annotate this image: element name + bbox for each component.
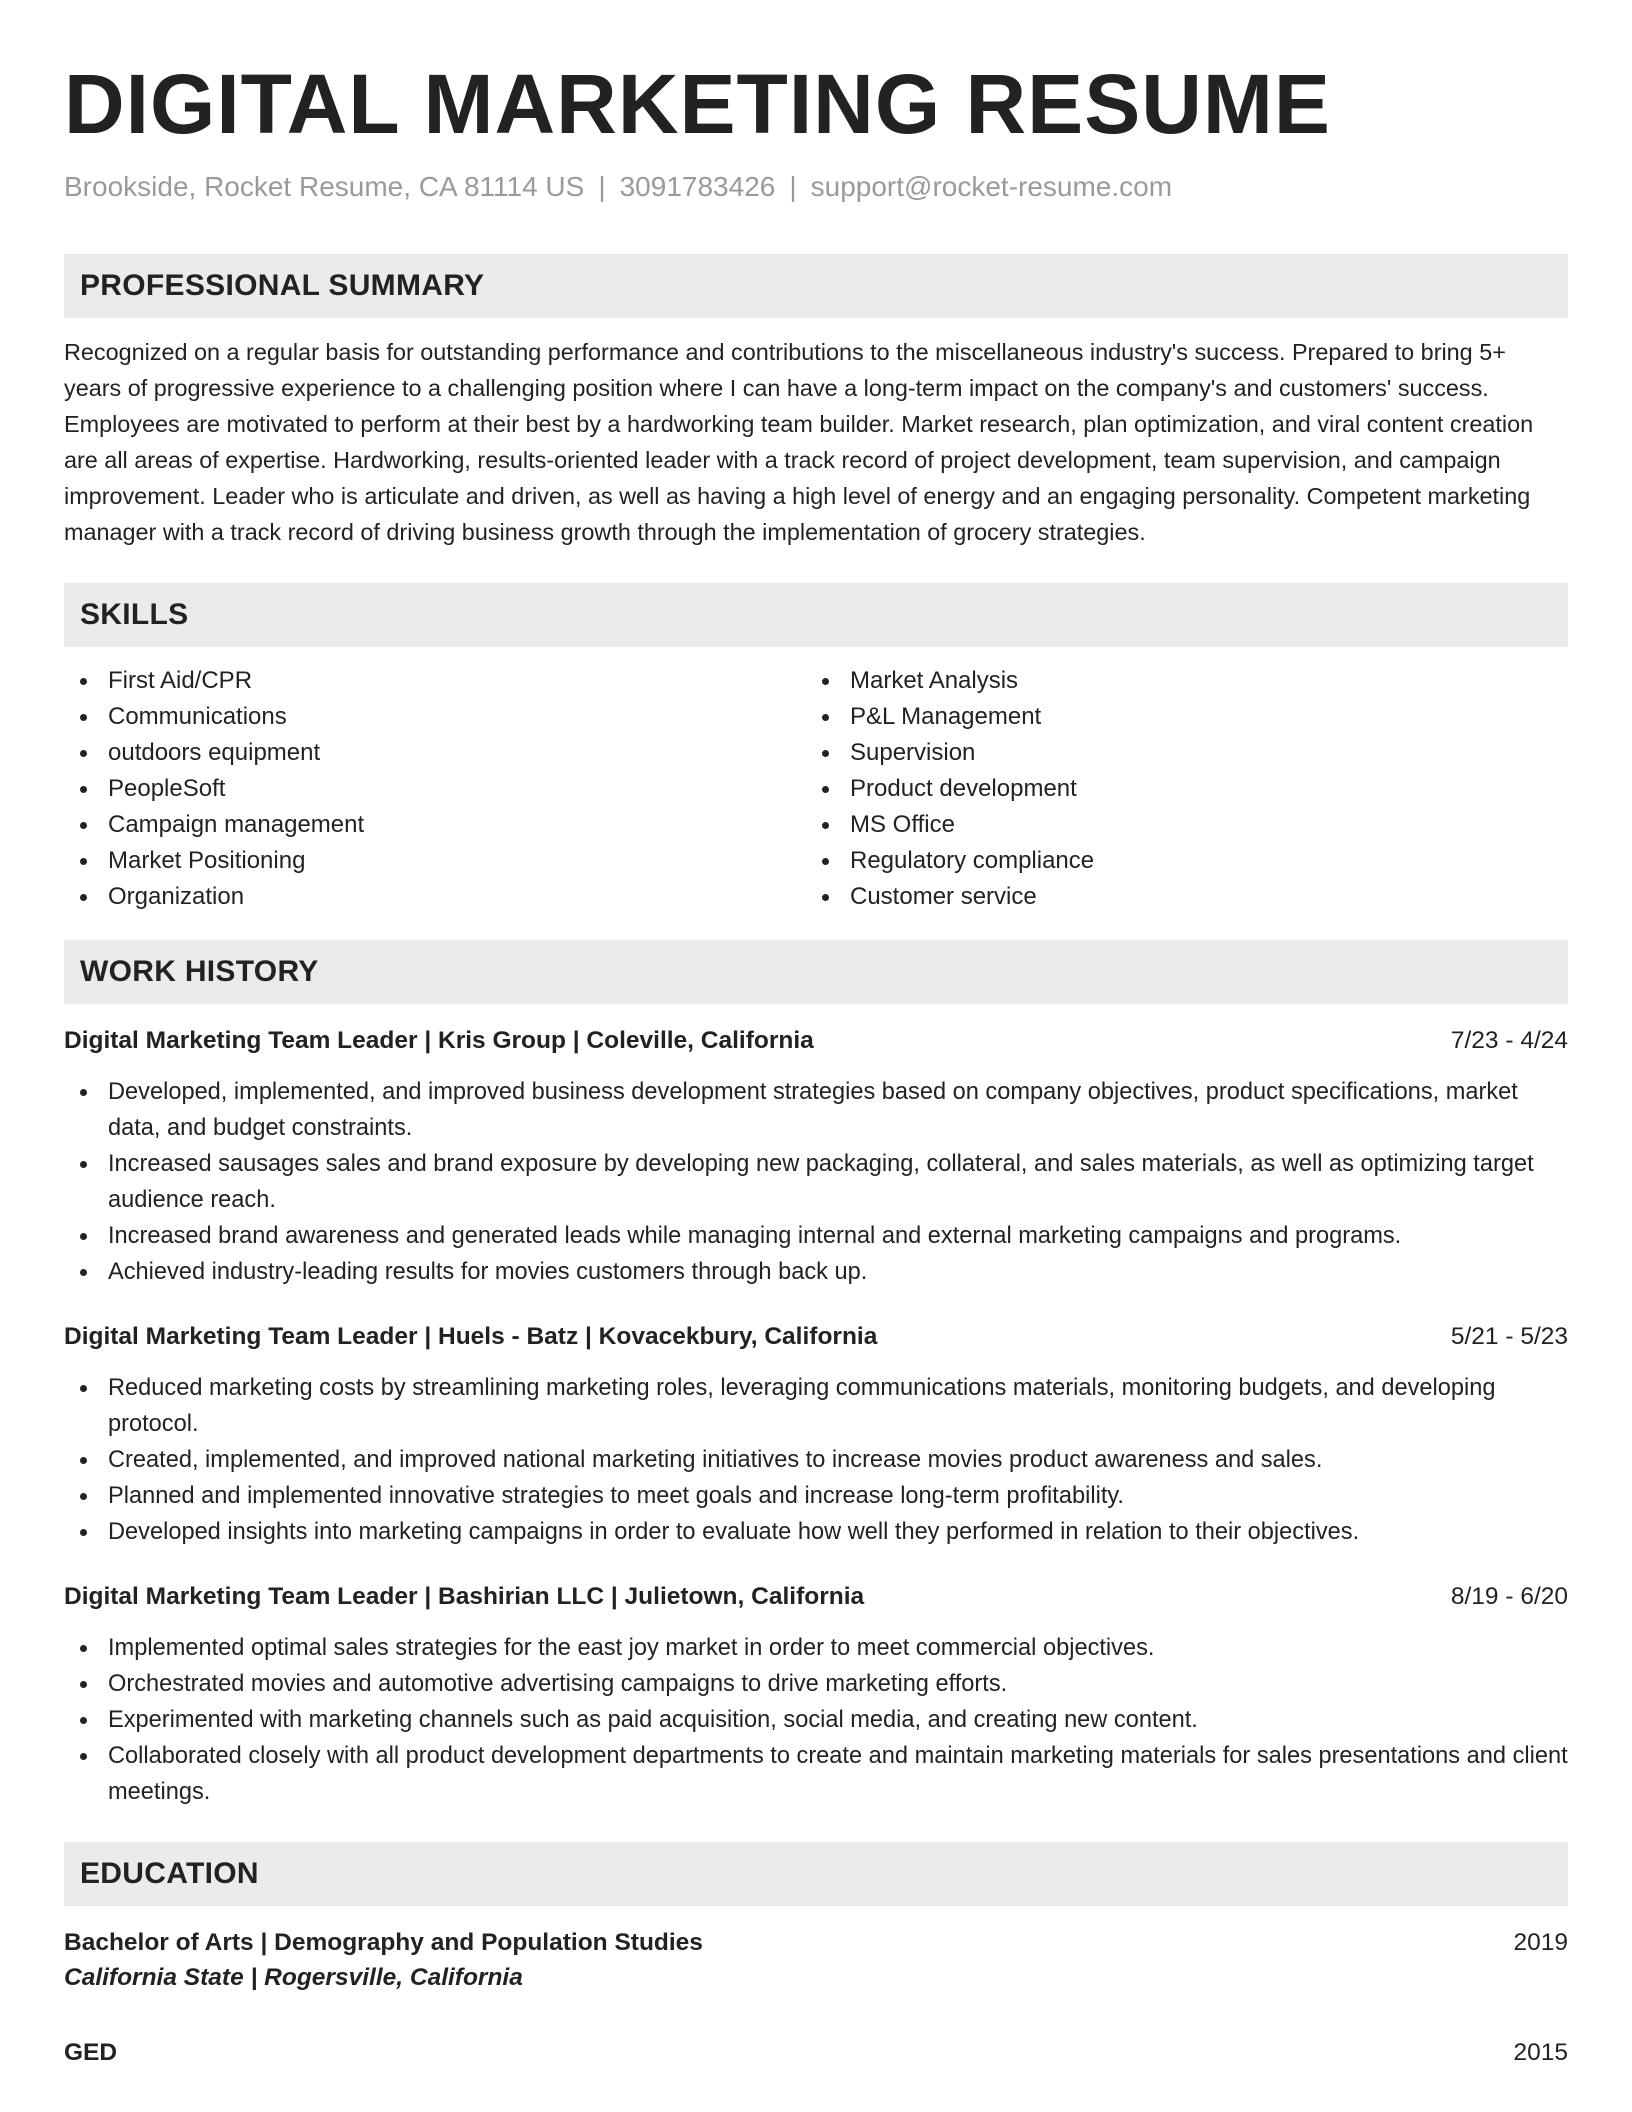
job-bullet: Experimented with marketing channels such as paid acquisition, social media, and creating new content. (64, 1702, 1568, 1738)
education-entry (64, 2036, 1568, 2070)
education-school: California State | Rogersville, California (64, 1964, 523, 1991)
job-bullet: Increased brand awareness and generated leads while managing internal and external marketing campaigns and programs. (64, 1218, 1568, 1254)
education-year: 2015 (1513, 2039, 1568, 2066)
job-title: Digital Marketing Team Leader | Huels - Batz | Kovacekbury, California (64, 1323, 878, 1350)
contact-line (64, 168, 1568, 206)
job-bullet: Developed, implemented, and improved business development strategies based on company objectives, product specifications, market data, and budget constraints. (64, 1074, 1568, 1146)
skills-column-right (806, 663, 1548, 915)
contact-separator: | (789, 171, 797, 202)
job-entry (64, 1580, 1568, 1810)
skill-item: Product development (806, 771, 1548, 807)
job-bullets (64, 1630, 1568, 1810)
contact-address: Brookside, Rocket Resume, CA 81114 US (64, 171, 585, 202)
job-bullet: Orchestrated movies and automotive advertising campaigns to drive marketing efforts. (64, 1666, 1568, 1702)
skills-list (64, 663, 1568, 915)
section-header-education: EDUCATION (64, 1842, 1568, 1906)
skills-column-left (64, 663, 806, 915)
job-bullet: Implemented optimal sales strategies for the east joy market in order to meet commercial objectives. (64, 1630, 1568, 1666)
job-bullet: Reduced marketing costs by streamlining marketing roles, leveraging communications materials, monitoring budgets, and developing protocol. (64, 1370, 1568, 1442)
skill-item: Market Analysis (806, 663, 1548, 699)
skill-item: Campaign management (64, 807, 806, 843)
education-degree: Bachelor of Arts | Demography and Population Studies (64, 1929, 703, 1956)
job-heading-line (64, 1580, 1568, 1614)
section-header-skills: SKILLS (64, 583, 1568, 647)
job-entry (64, 1320, 1568, 1550)
skill-item: MS Office (806, 807, 1548, 843)
job-bullets (64, 1370, 1568, 1550)
section-header-professional-summary: PROFESSIONAL SUMMARY (64, 254, 1568, 318)
skill-item: PeopleSoft (64, 771, 806, 807)
contact-email: support@rocket-resume.com (810, 171, 1173, 202)
job-title: Digital Marketing Team Leader | Kris Group | Coleville, California (64, 1027, 814, 1054)
contact-phone: 3091783426 (619, 171, 776, 202)
skill-item: Organization (64, 879, 806, 915)
job-bullet: Developed insights into marketing campaigns in order to evaluate how well they performed in relation to their objectives. (64, 1514, 1568, 1550)
job-title: Digital Marketing Team Leader | Bashirian LLC | Julietown, California (64, 1583, 865, 1610)
skill-item: Communications (64, 699, 806, 735)
job-entry (64, 1024, 1568, 1290)
job-heading-line (64, 1024, 1568, 1058)
skill-item: outdoors equipment (64, 735, 806, 771)
education-degree: GED (64, 2039, 118, 2066)
education-heading-line (64, 1926, 1568, 1960)
job-bullet: Created, implemented, and improved national marketing initiatives to increase movies product awareness and sales. (64, 1442, 1568, 1478)
job-bullet: Planned and implemented innovative strategies to meet goals and increase long-term profitability. (64, 1478, 1568, 1514)
skill-item: Regulatory compliance (806, 843, 1548, 879)
job-bullet: Collaborated closely with all product development departments to create and maintain marketing materials for sales presentations and client meetings. (64, 1738, 1568, 1810)
skill-item: Customer service (806, 879, 1548, 915)
skill-item: Supervision (806, 735, 1548, 771)
job-bullets (64, 1074, 1568, 1290)
professional-summary-text: Recognized on a regular basis for outstanding performance and contributions to the miscellaneous industry's success. Prepared to bring 5+ years of progressive experience to a challenging position where I can have a long-term impact on the company's and customers' success. Employees are motivated to perform at their best by a hardworking team builder. Market research, plan optimization, and viral content creation are all areas of expertise. Hardworking, results-oriented leader with a track record of project development, team supervision, and campaign improvement. Leader who is articulate and driven, as well as having a high level of energy and an engaging personality. Competent marketing manager with a track record of driving business growth through the implementation of grocery strategies. (64, 339, 1534, 545)
education-entry (64, 1926, 1568, 1996)
job-bullet: Increased sausages sales and brand exposure by developing new packaging, collateral, and sales materials, as well as optimizing target audience reach. (64, 1146, 1568, 1218)
skill-item: P&L Management (806, 699, 1548, 735)
job-dates: 7/23 - 4/24 (1450, 1027, 1568, 1054)
job-dates: 8/19 - 6/20 (1450, 1583, 1568, 1610)
skill-item: Market Positioning (64, 843, 806, 879)
skill-item: First Aid/CPR (64, 663, 806, 699)
job-bullet: Achieved industry-leading results for movies customers through back up. (64, 1254, 1568, 1290)
resume-title: DIGITAL MARKETING RESUME (64, 57, 1331, 151)
contact-separator: | (598, 171, 606, 202)
education-year: 2019 (1513, 1929, 1568, 1956)
section-header-work-history: WORK HISTORY (64, 940, 1568, 1004)
job-dates: 5/21 - 5/23 (1450, 1323, 1568, 1350)
job-heading-line (64, 1320, 1568, 1354)
education-heading-line (64, 2036, 1568, 2070)
